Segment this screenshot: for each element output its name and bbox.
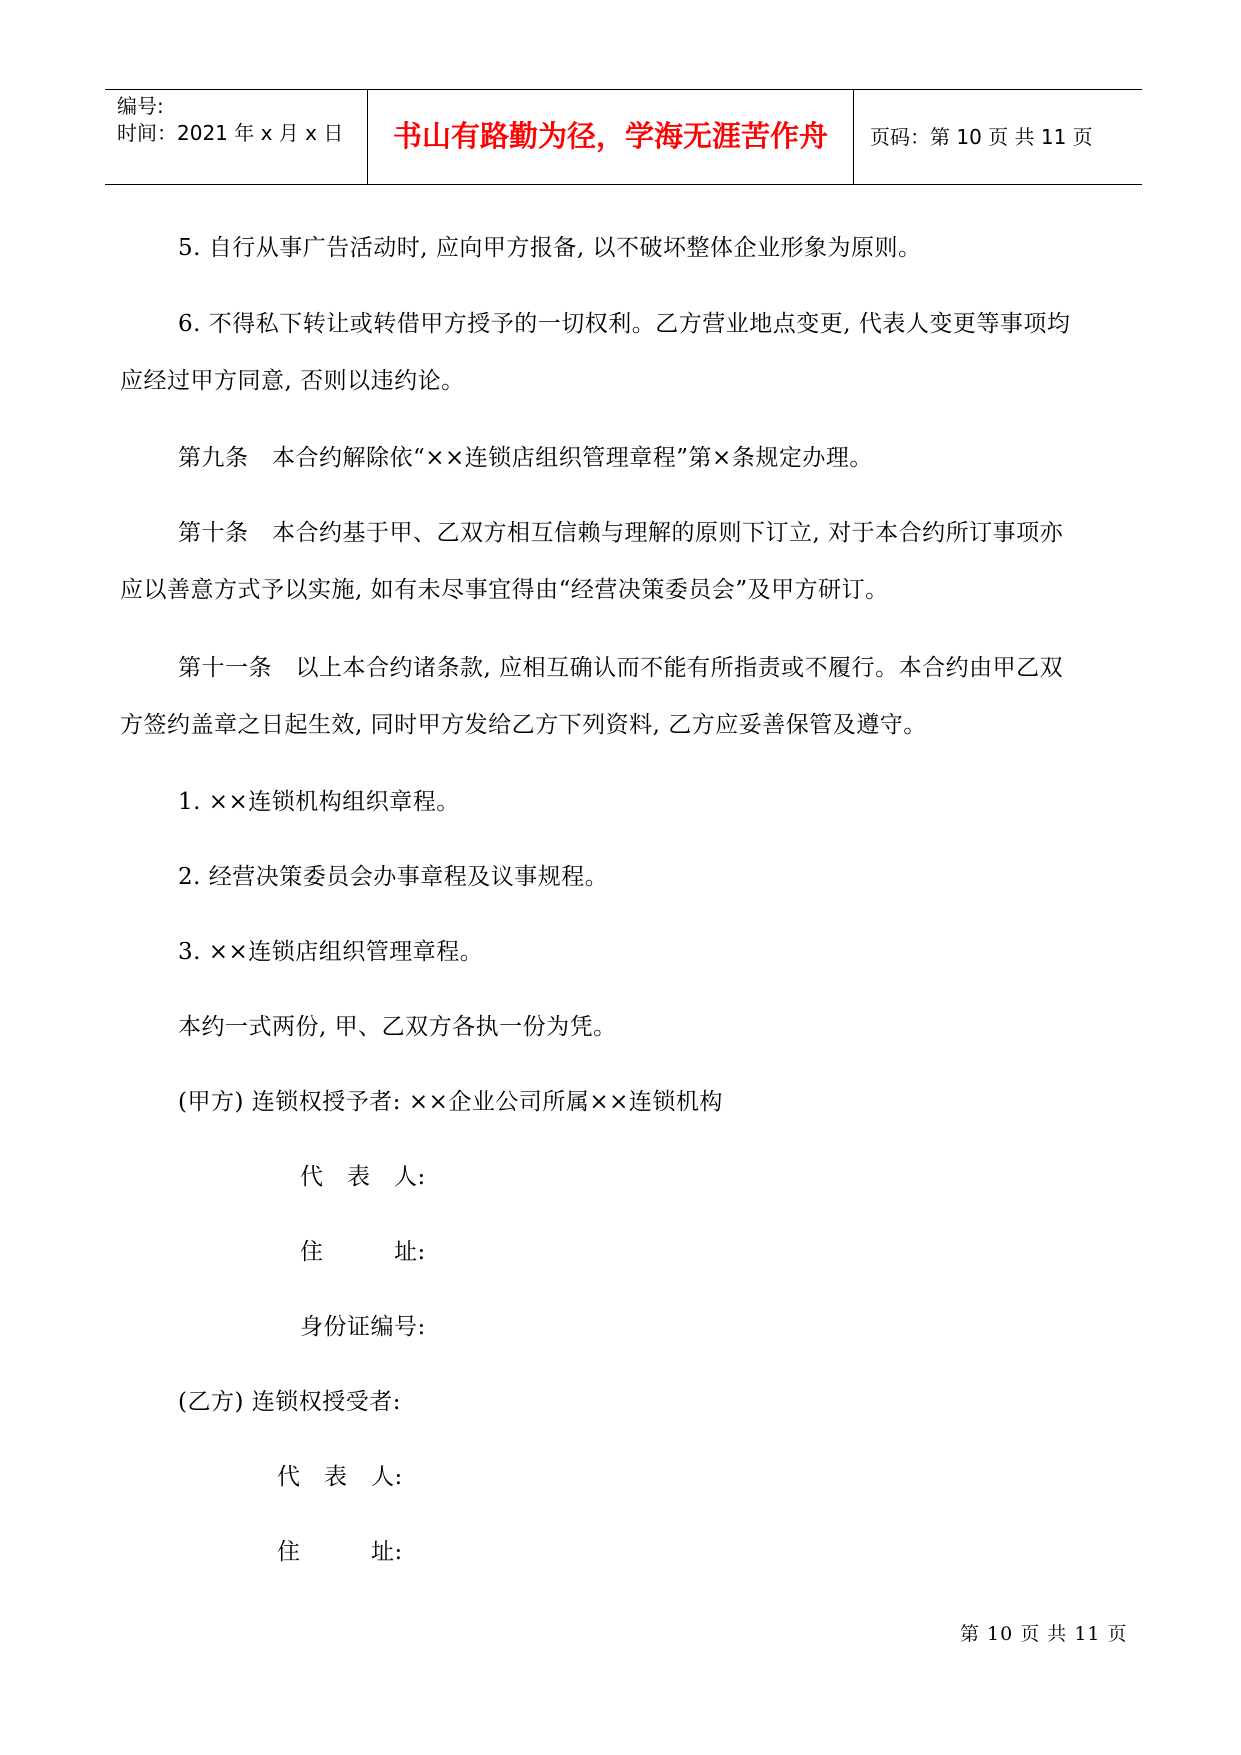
page-footer-number: 第 10 页 共 11 页 xyxy=(960,1623,1128,1645)
document-time-label: 时间：2021 年 x 月 x 日 xyxy=(117,121,344,145)
party-b-representative: 代 表 人: xyxy=(277,1464,403,1490)
header-page-cell xyxy=(854,90,1142,184)
clause-item-6-line2: 应经过甲方同意, 否则以违约论。 xyxy=(120,368,465,394)
party-a-id-number: 身份证编号: xyxy=(300,1314,426,1340)
article-9: 第九条 本合约解除依“××连锁店组织管理章程”第×条规定办理。 xyxy=(178,445,873,471)
article-10-line2: 应以善意方式予以实施, 如有未尽事宜得由“经营决策委员会”及甲方研订。 xyxy=(120,577,889,603)
party-b-line: (乙方) 连锁权授受者: xyxy=(178,1389,402,1415)
clause-item-5: 5. 自行从事广告活动时, 应向甲方报备, 以不破坏整体企业形象为原则。 xyxy=(178,235,922,261)
document-list-item-1: 1. ××连锁机构组织章程。 xyxy=(178,789,460,815)
party-b-address: 住 址: xyxy=(277,1539,403,1565)
clause-item-6-line1: 6. 不得私下转让或转借甲方授予的一切权利。乙方营业地点变更, 代表人变更等事项均 xyxy=(178,311,1071,337)
article-11-line2: 方签约盖章之日起生效, 同时甲方发给乙方下列资料, 乙方应妥善保管及遵守。 xyxy=(120,712,927,738)
party-a-line: (甲方) 连锁权授予者: ××企业公司所属××连锁机构 xyxy=(178,1089,723,1115)
header-page-number: 页码：第 10 页 共 11 页 xyxy=(870,125,1093,149)
party-a-representative: 代 表 人: xyxy=(300,1164,426,1190)
copies-clause: 本约一式两份, 甲、乙双方各执一份为凭。 xyxy=(178,1014,617,1040)
article-11-line1: 第十一条 以上本合约诸条款, 应相互确认而不能有所指责或不履行。本合约由甲乙双 xyxy=(178,655,1064,681)
page-header xyxy=(105,89,1142,185)
party-a-address: 住 址: xyxy=(300,1239,426,1265)
document-list-item-2: 2. 经营决策委员会办事章程及议事规程。 xyxy=(178,864,609,890)
document-list-item-3: 3. ××连锁店组织管理章程。 xyxy=(178,939,484,965)
header-motto-cell xyxy=(367,90,854,184)
article-10-line1: 第十条 本合约基于甲、乙双方相互信赖与理解的原则下订立, 对于本合约所订事项亦 xyxy=(178,520,1064,546)
header-motto: 书山有路勤为径，学海无涯苦作舟 xyxy=(392,119,828,153)
document-number-label: 编号: xyxy=(117,94,164,118)
header-meta-cell xyxy=(105,90,367,184)
